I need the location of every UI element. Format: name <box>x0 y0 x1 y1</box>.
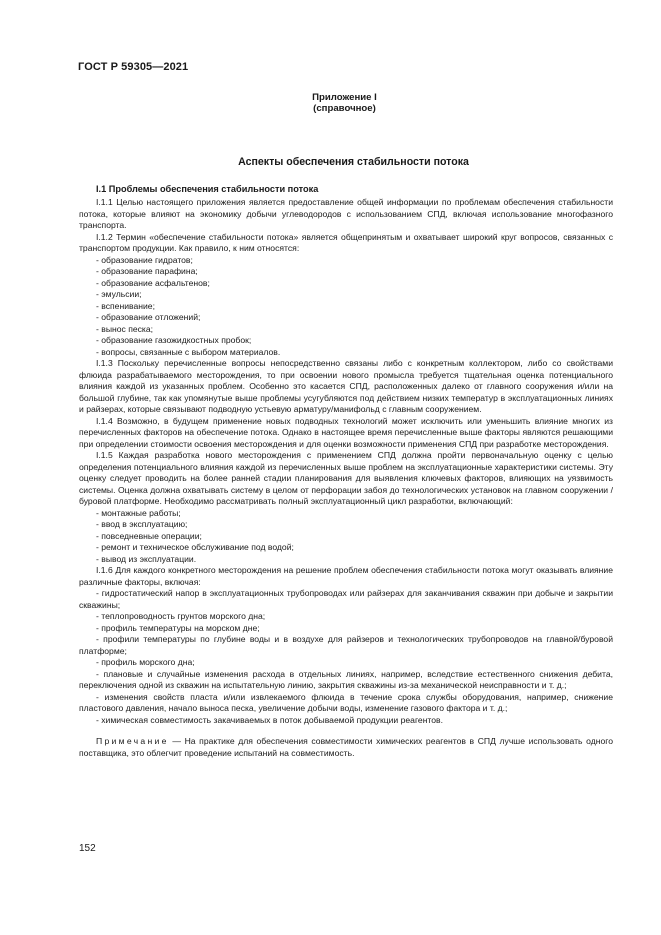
list-lifecycle <box>79 508 613 566</box>
list-item: - теплопроводность грунтов морского дна; <box>96 611 266 621</box>
appendix-subtitle: (справочное) <box>313 103 376 114</box>
list-issues <box>79 255 613 359</box>
list-item: - профиль морского дна; <box>96 657 195 667</box>
list-item: - химическая совместимость закачиваемых в поток добываемой продукции реагентов. <box>96 714 444 725</box>
list-item: - вспенивание; <box>96 300 155 311</box>
section-heading: I.1 Проблемы обеспечения стабильности потока <box>96 184 319 194</box>
list-item: - образование асфальтенов; <box>96 277 210 288</box>
list-item: - вынос песка; <box>96 323 154 334</box>
list-item: - вопросы, связанные с выбором материалов. <box>96 346 281 357</box>
note-text: — На практике для обеспечения совместимости химических реагентов в СПД лучше использовать одного поставщика, это облегчит проведение испытаний на совместимость. <box>79 736 613 758</box>
page-title: Аспекты обеспечения стабильности потока <box>238 156 469 168</box>
paragraph-1-1-6: I.1.6 Для каждого конкретного месторождения на решение проблем обеспечения стабильности потока могут оказывать влияние различные факторы, включая: <box>79 565 613 587</box>
note <box>79 736 613 759</box>
list-item: - изменения свойств пласта и/или извлекаемого флюида в течение срока службы оборудования, например, снижение пластового давления, начало выноса песка, увеличение добычи воды, изменение газового фактора и т. д.; <box>79 691 613 713</box>
list-item: - профиль температуры на морском дне; <box>96 622 260 633</box>
paragraph-1-1-2: I.1.2 Термин «обеспечение стабильности потока» является общепринятым и охватывает широкий круг вопросов, связанных с транспортом продукции. Как правило, к ним относятся: <box>79 231 613 253</box>
paragraph-1-1-3: I.1.3 Поскольку перечисленные вопросы непосредственно связаны либо с конкретным коллектором, либо со свойствами флюида разрабатываемого месторождения, то при освоении нового промысла требуется тщательная оценка потенциального влияния каждой из указанных проблем. Особенно это касается СПД, расположенных далеко от главного сооружения и/или на большой глубине, так как упомянутые выше проблемы усугубляются под действием низких температур в эксплуатационных линиях и райзерах, которые связывают подводную устьевую арматуру/манифольд с главным сооружением. <box>79 358 613 414</box>
body-text <box>79 197 613 759</box>
appendix-title: Приложение I <box>312 92 377 103</box>
list-item: - гидростатический напор в эксплуатационных трубопроводах или райзерах для заканчивания скважин при добыче и закрытии скважины; <box>79 588 613 610</box>
paragraph-1-1-1: I.1.1 Целью настоящего приложения является предоставление общей информации по проблемам обеспечения стабильности потока, которые влияют на экономику добычи углеводородов с использованием СПД, включая использование многофазного транспорта. <box>79 197 613 230</box>
list-item: - профили температуры по глубине воды и в воздухе для райзеров и технологических трубопроводов на главной/буровой платформе; <box>79 634 613 656</box>
list-item: - вывод из эксплуатации. <box>96 553 197 564</box>
appendix-heading <box>0 92 661 114</box>
note-label: Примечание <box>96 736 169 746</box>
list-item: - образование парафина; <box>96 266 198 276</box>
paragraph-1-1-5: I.1.5 Каждая разработка нового месторождения с применением СПД должна пройти первоначальную оценку с целью определения потенциального влияния каждой из перечисленных выше проблем на эксплуатационные характеристики системы. Эту оценку следует проводить на более ранней стадии планирования для выявления ключевых факторов, влияющих на уязвимость системы. Оценка должна охватывать систему в целом от перфорации забоя до технологических установок на главном сооружении / буровой платформе. Необходимо рассматривать полный эксплуатационный цикл разработки, включающий: <box>79 450 613 506</box>
page-number: 152 <box>79 843 96 854</box>
list-item: - образование отложений; <box>96 312 201 322</box>
list-item: - ремонт и техническое обслуживание под водой; <box>96 542 294 552</box>
document-header: ГОСТ Р 59305—2021 <box>78 61 189 73</box>
list-item: - образование гидратов; <box>96 254 193 265</box>
list-item: - повседневные операции; <box>96 530 202 541</box>
list-item: - эмульсии; <box>96 289 142 299</box>
list-item: - плановые и случайные изменения расхода в отдельных линиях, например, вследствие естественного снижения дебита, переключения одной из скважин на испытательную линию, закрытия скважины из-за механической неисправности и т. д.; <box>79 668 613 690</box>
list-item: - ввод в эксплуатацию; <box>96 519 188 529</box>
list-factors <box>79 588 613 726</box>
list-item: - монтажные работы; <box>96 507 181 518</box>
paragraph-1-1-4: I.1.4 Возможно, в будущем применение новых подводных технологий может исключить или уменьшить влияние многих из перечисленных факторов на обеспечение потока. Однако в настоящее время перечисленные выше факторы являются решающими при определении стоимости освоения месторождения и для оценки возможности применения СПД при разработке месторождения. <box>79 415 613 449</box>
list-item: - образование газожидкостных пробок; <box>96 335 252 345</box>
